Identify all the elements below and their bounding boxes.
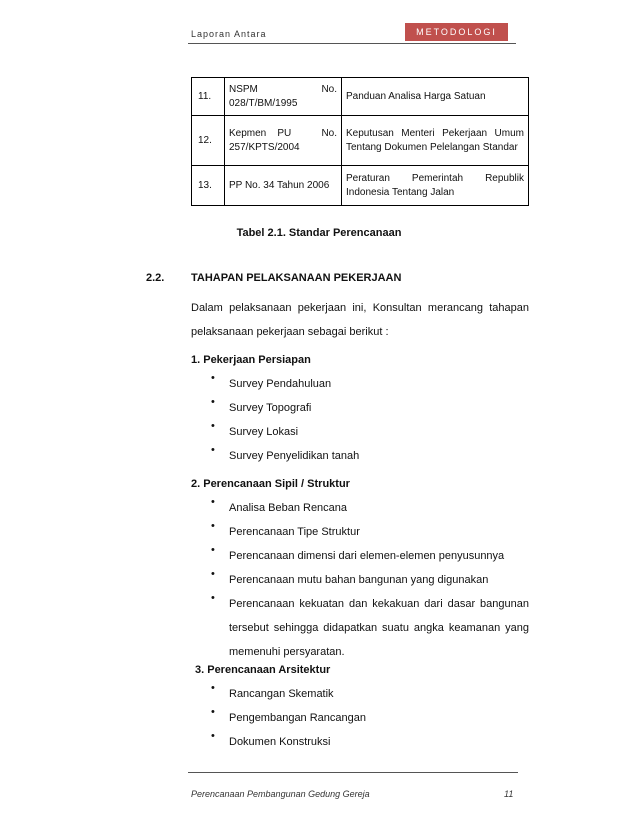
header-section-badge: METODOLOGI [405,23,508,41]
bullet-icon: • [211,568,215,580]
regulation-no-label: No. [321,127,337,139]
section-title: TAHAPAN PELAKSANAAN PEKERJAAN [191,272,402,284]
section-intro: Dalam pelaksanaan pekerjaan ini, Konsultan merancang tahapan pelaksanaan pekerjaan sebagai berikut : [191,302,529,338]
regulation-title: Panduan Analisa Harga Satuan [342,78,529,116]
bullet-icon: • [211,706,215,718]
list-item [211,592,529,664]
regulation-code: 028/T/BM/1995 [229,97,298,109]
header-divider [188,43,516,44]
list-item [211,544,504,568]
list-item-text: Survey Topografi [229,402,312,414]
bullet-icon: • [211,592,215,604]
list-item [211,420,298,444]
regulation-name: Kepmen PU [229,127,292,139]
regulation-name: PP No. 34 Tahun 2006 [229,179,330,191]
list-item [211,520,360,544]
list-item [211,444,359,468]
list-item-text: Perencanaan kekuatan dan kekakuan dari dasar bangunan tersebut sehingga didapatkan suatu angka keamanan yang memenuhi persyaratan. [229,598,529,658]
step-title: 1. Pekerjaan Persiapan [191,354,311,366]
bullet-icon: • [211,444,215,456]
bullet-icon: • [211,730,215,742]
regulation-code: 257/KPTS/2004 [229,141,300,153]
list-item [211,372,331,396]
bullet-icon: • [211,396,215,408]
bullet-icon: • [211,682,215,694]
table-caption: Tabel 2.1. Standar Perencanaan [236,227,402,239]
row-number: 12. [192,116,225,166]
list-item [211,706,366,730]
list-item-text: Dokumen Konstruksi [229,736,331,748]
list-item-text: Perencanaan Tipe Struktur [229,526,360,538]
step-title: 2. Perencanaan Sipil / Struktur [191,478,350,490]
bullet-icon: • [211,496,215,508]
regulation-title: Keputusan Menteri Pekerjaan Umum Tentang Dokumen Pelelangan Standar [342,116,529,166]
regulation-cell [225,166,342,206]
header-title: Laporan Antara [191,29,267,39]
list-item [211,396,311,420]
table-row [192,116,529,166]
list-item-text: Perencanaan dimensi dari elemen-elemen penyusunnya [229,550,505,562]
bullet-icon: • [211,420,215,432]
bullet-icon: • [211,520,215,532]
list-item [211,730,331,754]
footer-divider [188,772,518,773]
footer-title: Perencanaan Pembangunan Gedung Gereja [191,789,370,799]
bullet-icon: • [211,544,215,556]
list-item-text: Survey Penyelidikan tanah [229,450,360,462]
list-item-text: Pengembangan Rancangan [229,712,367,724]
standards-table [191,77,529,206]
regulation-name: NSPM [229,83,258,95]
list-item-text: Rancangan Skematik [229,688,334,700]
list-item [211,496,347,520]
list-item [211,568,488,592]
list-item-text: Survey Pendahuluan [229,378,332,390]
regulation-title: Peraturan Pemerintah Republik Indonesia Tentang Jalan [342,166,529,206]
page-number: 11 [504,789,514,799]
table-row [192,78,529,116]
step-title: 3. Perencanaan Arsitektur [195,664,331,676]
list-item [211,682,334,706]
list-item-text: Perencanaan mutu bahan bangunan yang digunakan [229,574,489,586]
list-item-text: Analisa Beban Rencana [229,502,348,514]
row-number: 13. [192,166,225,206]
row-number: 11. [192,78,225,116]
list-item-text: Survey Lokasi [229,426,299,438]
regulation-cell [225,78,342,116]
table-row [192,166,529,206]
regulation-no-label: No. [321,83,337,95]
section-number: 2.2. [146,272,165,284]
bullet-icon: • [211,372,215,384]
regulation-cell [225,116,342,166]
